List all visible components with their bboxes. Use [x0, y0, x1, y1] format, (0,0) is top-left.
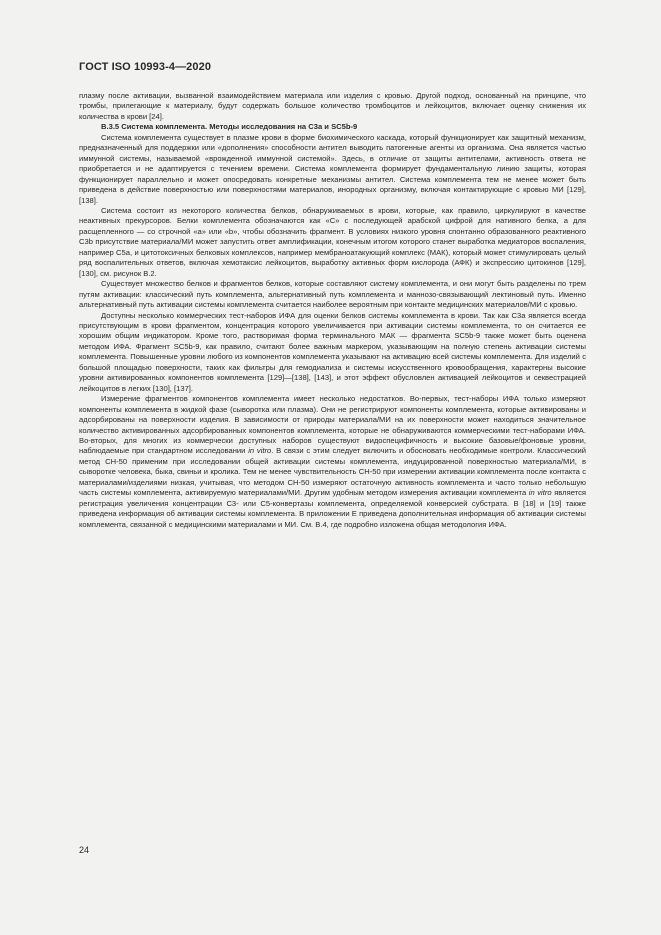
document-header: ГОСТ ISO 10993-4—2020 [79, 61, 212, 73]
paragraph-continuation: плазму после активации, вызванной взаимодействием материала или изделия с кровью. Другой подход, основанный на принципе, что тромбы, прилегающие к материалу, будут содержать большое количество тромбоцитов и лейкоцитов, включает оценку снижения их количества в крови [24]. [79, 91, 586, 121]
paragraph-complement-system: Система комплемента существует в плазме крови в форме биохимического каскада, который функционирует как защитный механизм, предназначенный для поддержки или «дополнения» способности антител выводить патогенные агенты из организма. Она является частью иммунной системы, называемой «врожденной иммунной системой». Здесь, в отличие от защиты антителами, активность ответа не приобретается и не адаптируется с течением времени. Система комплемента формирует фундаментальную линию защиты, которая функционирует параллельно и может опосредовать конкретные механизмы антител. Система комплемента тем не менее может быть приведена в действие поверхностью или поверхностями материалов, инородных организму, включая контактирующие с кровью МИ [129], [138]. [79, 132, 586, 205]
paragraph-limitations [79, 394, 586, 530]
italic-in-vitro-1: in vitro [248, 446, 272, 456]
paragraph-pathways: Существует множество белков и фрагментов белков, которые составляют систему комплемента, и они могут быть разделены по трем путям активации: классический путь комплемента, альтернативный путь комплемента и маннозо-связывающий лектиновый путь. Именно альтернативный путь активации системы комплемента считается наиболее вероятным при контакте медицинских материалов/МИ с кровью. [79, 279, 586, 310]
paragraph-limitations-part-1: Измерение фрагментов компонентов комплемента имеет несколько недостатков. Во-первых, тест-наборы ИФА только измеряют компоненты комплемента в жидкой фазе (сыворотка или плазма). Они не регистрируют компоненты комплемента, которые активированы и адсорбированы на поверхности изделия. В зависимости от природы материала/МИ на их поверхности может находиться значительное количество активированных адсорбированных компонентов комплемента, которые не обнаруживаются коммерческими тест-наборами ИФА. Во-вторых, для многих из коммерчески доступных наборов существуют видоспецифичность и высокие базовые/фоновые уровни, наблюдаемые при стандартном исследовании [79, 394, 586, 456]
document-body [79, 91, 586, 530]
section-heading: В.3.5 Система комплемента. Методы исследования на C3a и SC5b-9 [101, 122, 358, 132]
page-number: 24 [79, 845, 90, 855]
italic-in-vitro-2: in vitro [528, 488, 552, 498]
paragraph-elisa-kits: Доступны несколько коммерческих тест-наборов ИФА для оценки белков системы комплемента в крови. Так как C3a является всегда присутствующим в крови фрагментом, концентрация которого увеличивается при активации системы комплемента, то он считается ее хорошим общим индикатором. Кроме того, растворимая форма терминального МАК — фрагмента SC5b-9 также может быть оценена методом ИФА. Фрагмент SC5b-9, как правило, считают более важным маркером, указывающим на полную степень активации системы комплемента. Повышенные уровни любого из компонентов комплемента указывают на активацию всей системы комплемента. Для изделий с большой площадью поверхности, таких как фильтры для гемодиализа и системы искусственного кровообращения, характерны высокие уровни активированных компонентов комплемента [129]—[138], [143], и этот эффект обусловлен активацией лейкоцитов и секвестрацией лейкоцитов в легких [130], [137]. [79, 310, 586, 393]
paragraph-limitations-part-2: . В связи с этим следует включить и обосновать необходимые контроли. Классический метод CH-50 применим при исследовании общей активации системы комплемента, индуцированной поверхностью материала/МИ, в сыворотке человека, быка, свиньи и кролика. Тем не менее чувствительность CH-50 при измерении активации комплемента после контакта с материалами/изделиями низкая, учитывая, что методом CH-50 измеряют остаточную активность комплемента и часто только небольшую часть системы комплемента, активируемую материалами/МИ. Другим удобным методом измерения активации комплемента [79, 446, 586, 498]
paragraph-proteins: Система состоит из некоторого количества белков, обнаруживаемых в крови, которые, как правило, циркулируют в качестве неактивных прекурсоров. Белки комплемента обозначаются как «C» с последующей арабской цифрой для нативного белка, а для расщепленного — со строчной «a» или «b», чтобы обозначить фрагмент. В условиях низкого уровня спонтанно образованного реактивного C3b присутствие материала/МИ может запустить ответ амплификации, конечным итогом которого станет выработка медиаторов воспаления, например C5a, и цитотоксичных белковых комплексов, например мембраноатакующий комплекс (МАК), который может стимулировать целый ряд воспалительных ответов, включая хемотаксис лейкоцитов, выработку активных форм кислорода (АФК) и экспрессию цитокинов [129], [130], см. рисунок В.2. [79, 205, 586, 278]
paragraph-limitations-part-3: является регистрация увеличения концентрации C3- или C5-конвертазы комплемента, определяемой конверсией субстрата. В [18] и [19] также приведена информация об активации системы комплемента. В приложении Е приведена дополнительная информация об активации системы комплемента, связанной с медицинскими материалами и МИ. См. В.4, где подробно изложена общая методология ИФА. [79, 488, 586, 529]
